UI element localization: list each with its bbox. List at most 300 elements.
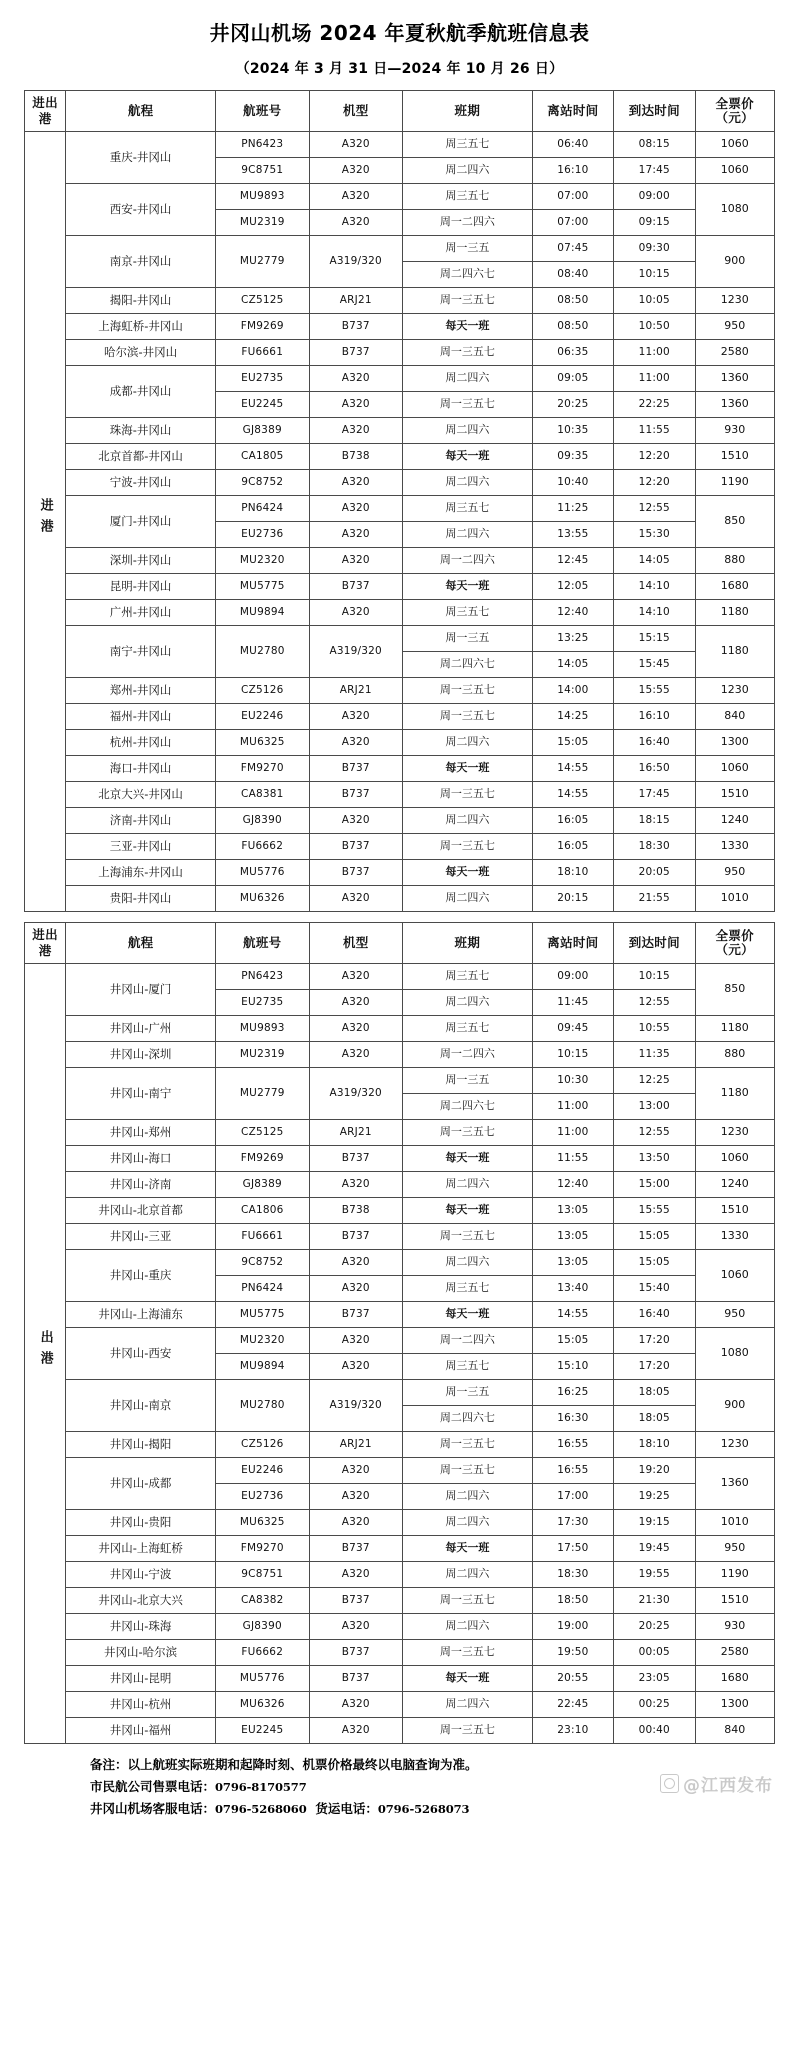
ticket-tel-value: 0796-8170577 (215, 1779, 307, 1794)
schedule-cell: 每天一班 (402, 1666, 532, 1692)
departure-time-cell: 13:05 (532, 1250, 613, 1276)
aircraft-type-cell: A320 (309, 1042, 402, 1068)
flight-number-cell: CZ5125 (216, 1120, 309, 1146)
aircraft-type-cell: A320 (309, 1510, 402, 1536)
column-header-arrival-time: 到达时间 (614, 91, 695, 132)
flight-number-cell: MU6326 (216, 1692, 309, 1718)
schedule-cell: 周一二四六 (402, 1042, 532, 1068)
schedule-cell: 周二四六七 (402, 1406, 532, 1432)
departure-time-cell: 09:45 (532, 1016, 613, 1042)
flight-number-cell: MU2319 (216, 210, 309, 236)
price-cell: 1230 (695, 678, 774, 704)
table-row (25, 1640, 775, 1666)
departure-time-cell: 19:00 (532, 1614, 613, 1640)
price-cell: 1360 (695, 1458, 774, 1510)
departure-time-cell: 17:50 (532, 1536, 613, 1562)
table-row (25, 964, 775, 990)
schedule-cell: 周一三五七 (402, 1458, 532, 1484)
schedule-cell: 周二四六 (402, 1562, 532, 1588)
column-header-route: 航程 (66, 923, 216, 964)
table-row (25, 418, 775, 444)
flight-number-cell: FU6662 (216, 1640, 309, 1666)
price-cell: 1510 (695, 782, 774, 808)
aircraft-type-cell: A320 (309, 1172, 402, 1198)
flight-number-cell: GJ8389 (216, 418, 309, 444)
arrivals-table-body (25, 132, 775, 912)
table-row (25, 1458, 775, 1484)
ticket-tel-label: 市民航公司售票电话： (90, 1778, 216, 1794)
flight-number-cell: 9C8751 (216, 158, 309, 184)
price-cell: 1060 (695, 1146, 774, 1172)
route-cell: 井冈山-上海虹桥 (66, 1536, 216, 1562)
table-row (25, 184, 775, 210)
flight-number-cell: CA8382 (216, 1588, 309, 1614)
schedule-cell: 周一二四六 (402, 1328, 532, 1354)
route-cell: 北京大兴-井冈山 (66, 782, 216, 808)
schedule-cell: 每天一班 (402, 574, 532, 600)
arrival-time-cell: 10:15 (614, 964, 695, 990)
flight-number-cell: GJ8389 (216, 1172, 309, 1198)
schedule-cell: 周一三五七 (402, 1224, 532, 1250)
departure-time-cell: 12:45 (532, 548, 613, 574)
table-row (25, 288, 775, 314)
aircraft-type-cell: B737 (309, 860, 402, 886)
price-cell: 1180 (695, 600, 774, 626)
table-row (25, 1068, 775, 1094)
route-cell: 井冈山-三亚 (66, 1224, 216, 1250)
price-cell: 1080 (695, 184, 774, 236)
price-cell: 1180 (695, 626, 774, 678)
table-row (25, 1562, 775, 1588)
arrival-time-cell: 11:00 (614, 340, 695, 366)
schedule-cell: 周一二四六 (402, 210, 532, 236)
flight-number-cell: EU2245 (216, 392, 309, 418)
price-cell: 930 (695, 1614, 774, 1640)
arrival-time-cell: 12:20 (614, 470, 695, 496)
arrival-time-cell: 18:05 (614, 1380, 695, 1406)
schedule-cell: 周一三五 (402, 236, 532, 262)
table-row (25, 1042, 775, 1068)
flight-number-cell: PN6424 (216, 1276, 309, 1302)
arrival-time-cell: 16:40 (614, 730, 695, 756)
arrival-time-cell: 15:55 (614, 678, 695, 704)
arrival-time-cell: 17:45 (614, 782, 695, 808)
route-cell: 上海虹桥-井冈山 (66, 314, 216, 340)
table-row (25, 886, 775, 912)
aircraft-type-cell: A320 (309, 132, 402, 158)
aircraft-type-cell: A319/320 (309, 1380, 402, 1432)
route-cell: 井冈山-北京大兴 (66, 1588, 216, 1614)
schedule-cell: 周二四六 (402, 418, 532, 444)
table-row (25, 366, 775, 392)
departure-time-cell: 18:50 (532, 1588, 613, 1614)
flight-number-cell: MU5775 (216, 1302, 309, 1328)
cargo-tel-label: 货运电话： (315, 1800, 378, 1816)
flight-number-cell: FU6662 (216, 834, 309, 860)
schedule-cell: 周一三五 (402, 626, 532, 652)
route-cell: 海口-井冈山 (66, 756, 216, 782)
arrival-time-cell: 15:15 (614, 626, 695, 652)
flight-number-cell: FU6661 (216, 1224, 309, 1250)
departure-time-cell: 15:05 (532, 730, 613, 756)
schedule-cell: 周二四六 (402, 1172, 532, 1198)
column-header-flight-no: 航班号 (216, 91, 309, 132)
flight-number-cell: MU2779 (216, 1068, 309, 1120)
price-cell: 2580 (695, 340, 774, 366)
flight-number-cell: FM9270 (216, 1536, 309, 1562)
aircraft-type-cell: A320 (309, 496, 402, 522)
arrival-time-cell: 15:40 (614, 1276, 695, 1302)
departure-time-cell: 08:40 (532, 262, 613, 288)
table-row (25, 574, 775, 600)
flight-number-cell: MU5776 (216, 1666, 309, 1692)
flight-number-cell: CZ5126 (216, 1432, 309, 1458)
schedule-cell: 周三五七 (402, 1016, 532, 1042)
table-row (25, 1692, 775, 1718)
arrival-time-cell: 16:40 (614, 1302, 695, 1328)
price-cell: 950 (695, 1536, 774, 1562)
aircraft-type-cell: A320 (309, 704, 402, 730)
arrival-time-cell: 15:45 (614, 652, 695, 678)
schedule-cell: 周二四六 (402, 158, 532, 184)
arrival-time-cell: 21:30 (614, 1588, 695, 1614)
header-row (25, 923, 775, 964)
column-header-aircraft: 机型 (309, 91, 402, 132)
flight-number-cell: FM9269 (216, 314, 309, 340)
route-cell: 井冈山-贵阳 (66, 1510, 216, 1536)
arrival-time-cell: 09:00 (614, 184, 695, 210)
aircraft-type-cell: A320 (309, 392, 402, 418)
aircraft-type-cell: B737 (309, 1146, 402, 1172)
route-cell: 哈尔滨-井冈山 (66, 340, 216, 366)
schedule-cell: 周二四六 (402, 886, 532, 912)
arrival-time-cell: 14:05 (614, 548, 695, 574)
route-cell: 井冈山-上海浦东 (66, 1302, 216, 1328)
route-cell: 昆明-井冈山 (66, 574, 216, 600)
arrival-time-cell: 20:25 (614, 1614, 695, 1640)
flight-number-cell: EU2246 (216, 704, 309, 730)
column-header-price-label: 全票价 (715, 927, 754, 943)
aircraft-type-cell: A320 (309, 808, 402, 834)
route-cell: 井冈山-济南 (66, 1172, 216, 1198)
column-header-price (695, 923, 774, 964)
table-row (25, 1302, 775, 1328)
schedule-cell: 周一二四六 (402, 548, 532, 574)
flight-number-cell: PN6423 (216, 964, 309, 990)
aircraft-type-cell: A320 (309, 522, 402, 548)
aircraft-type-cell: A320 (309, 1016, 402, 1042)
route-cell: 揭阳-井冈山 (66, 288, 216, 314)
route-cell: 珠海-井冈山 (66, 418, 216, 444)
flight-number-cell: FM9270 (216, 756, 309, 782)
price-cell: 1300 (695, 1692, 774, 1718)
aircraft-type-cell: A320 (309, 1484, 402, 1510)
departure-time-cell: 16:25 (532, 1380, 613, 1406)
aircraft-type-cell: A320 (309, 964, 402, 990)
departure-time-cell: 08:50 (532, 314, 613, 340)
flight-number-cell: CA8381 (216, 782, 309, 808)
arrival-time-cell: 00:25 (614, 1692, 695, 1718)
price-cell: 1240 (695, 1172, 774, 1198)
price-cell: 840 (695, 704, 774, 730)
arrival-time-cell: 19:45 (614, 1536, 695, 1562)
arrival-time-cell: 14:10 (614, 574, 695, 600)
schedule-cell: 周二四六七 (402, 652, 532, 678)
table-row (25, 626, 775, 652)
aircraft-type-cell: B737 (309, 1666, 402, 1692)
price-cell: 1080 (695, 1328, 774, 1380)
table-row (25, 1432, 775, 1458)
price-cell: 1180 (695, 1016, 774, 1042)
departure-time-cell: 17:30 (532, 1510, 613, 1536)
aircraft-type-cell: A320 (309, 470, 402, 496)
arrival-time-cell: 12:25 (614, 1068, 695, 1094)
aircraft-type-cell: B738 (309, 1198, 402, 1224)
flight-number-cell: MU9894 (216, 1354, 309, 1380)
table-row (25, 678, 775, 704)
schedule-cell: 周一三五 (402, 1068, 532, 1094)
table-row (25, 704, 775, 730)
column-header-schedule: 班期 (402, 923, 532, 964)
price-cell: 2580 (695, 1640, 774, 1666)
departure-time-cell: 07:00 (532, 210, 613, 236)
price-cell: 1230 (695, 1120, 774, 1146)
column-header-price-unit: （元） (715, 942, 754, 957)
flight-number-cell: MU9894 (216, 600, 309, 626)
departure-time-cell: 14:05 (532, 652, 613, 678)
schedule-cell: 每天一班 (402, 1536, 532, 1562)
schedule-cell: 周一三五七 (402, 1588, 532, 1614)
departure-time-cell: 11:25 (532, 496, 613, 522)
route-cell: 北京首都-井冈山 (66, 444, 216, 470)
arrival-time-cell: 21:55 (614, 886, 695, 912)
departure-time-cell: 07:00 (532, 184, 613, 210)
footer-note-service-tel (90, 1798, 775, 1820)
column-header-route: 航程 (66, 91, 216, 132)
table-row (25, 1146, 775, 1172)
departure-time-cell: 07:45 (532, 236, 613, 262)
route-cell: 成都-井冈山 (66, 366, 216, 418)
column-header-departure-time: 离站时间 (532, 923, 613, 964)
column-header-direction-line1: 进出 (32, 927, 58, 943)
departure-time-cell: 20:15 (532, 886, 613, 912)
aircraft-type-cell: B737 (309, 1302, 402, 1328)
departure-time-cell: 10:15 (532, 1042, 613, 1068)
schedule-cell: 周一三五七 (402, 1640, 532, 1666)
cargo-tel-value: 0796-5268073 (377, 1801, 470, 1816)
schedule-cell: 周一三五七 (402, 392, 532, 418)
arrival-time-cell: 15:05 (614, 1224, 695, 1250)
price-cell: 1190 (695, 1562, 774, 1588)
aircraft-type-cell: A320 (309, 210, 402, 236)
departure-time-cell: 13:05 (532, 1224, 613, 1250)
aircraft-type-cell: B737 (309, 1640, 402, 1666)
aircraft-type-cell: A320 (309, 886, 402, 912)
schedule-cell: 周二四六 (402, 808, 532, 834)
column-header-schedule: 班期 (402, 91, 532, 132)
departure-time-cell: 14:00 (532, 678, 613, 704)
price-cell: 850 (695, 964, 774, 1016)
departure-time-cell: 15:10 (532, 1354, 613, 1380)
route-cell: 井冈山-杭州 (66, 1692, 216, 1718)
departure-time-cell: 09:00 (532, 964, 613, 990)
schedule-cell: 周二四六 (402, 1484, 532, 1510)
route-cell: 井冈山-西安 (66, 1328, 216, 1380)
price-cell: 850 (695, 496, 774, 548)
flight-number-cell: MU9893 (216, 1016, 309, 1042)
departure-time-cell: 10:35 (532, 418, 613, 444)
aircraft-type-cell: A320 (309, 366, 402, 392)
watermark-badge-icon (660, 1774, 679, 1793)
departure-time-cell: 13:55 (532, 522, 613, 548)
departure-time-cell: 17:00 (532, 1484, 613, 1510)
departure-time-cell: 09:05 (532, 366, 613, 392)
arrival-time-cell: 09:15 (614, 210, 695, 236)
table-row (25, 1120, 775, 1146)
schedule-cell: 周一三五七 (402, 288, 532, 314)
table-row (25, 132, 775, 158)
flight-number-cell: EU2736 (216, 522, 309, 548)
arrival-time-cell: 19:55 (614, 1562, 695, 1588)
arrival-time-cell: 18:10 (614, 1432, 695, 1458)
schedule-cell: 每天一班 (402, 1198, 532, 1224)
route-cell: 井冈山-南宁 (66, 1068, 216, 1120)
schedule-cell: 每天一班 (402, 1146, 532, 1172)
column-header-price (695, 91, 774, 132)
aircraft-type-cell: ARJ21 (309, 678, 402, 704)
route-cell: 井冈山-海口 (66, 1146, 216, 1172)
flight-number-cell: CZ5126 (216, 678, 309, 704)
price-cell: 950 (695, 860, 774, 886)
column-header-departure-time: 离站时间 (532, 91, 613, 132)
price-cell: 900 (695, 236, 774, 288)
departure-time-cell: 10:30 (532, 1068, 613, 1094)
arrival-time-cell: 15:55 (614, 1198, 695, 1224)
arrival-time-cell: 19:25 (614, 1484, 695, 1510)
arrival-time-cell: 09:30 (614, 236, 695, 262)
flight-number-cell: EU2245 (216, 1718, 309, 1744)
aircraft-type-cell: A320 (309, 1718, 402, 1744)
route-cell: 郑州-井冈山 (66, 678, 216, 704)
departure-time-cell: 14:55 (532, 1302, 613, 1328)
arrival-time-cell: 15:30 (614, 522, 695, 548)
schedule-cell: 周一三五七 (402, 1432, 532, 1458)
aircraft-type-cell: A319/320 (309, 626, 402, 678)
price-cell: 1060 (695, 158, 774, 184)
route-cell: 井冈山-珠海 (66, 1614, 216, 1640)
route-cell: 杭州-井冈山 (66, 730, 216, 756)
aircraft-type-cell: A320 (309, 158, 402, 184)
arrival-time-cell: 08:15 (614, 132, 695, 158)
arrival-time-cell: 14:10 (614, 600, 695, 626)
table-row (25, 236, 775, 262)
route-cell: 井冈山-揭阳 (66, 1432, 216, 1458)
schedule-cell: 每天一班 (402, 860, 532, 886)
route-cell: 厦门-井冈山 (66, 496, 216, 548)
flight-number-cell: CA1806 (216, 1198, 309, 1224)
arrival-time-cell: 00:05 (614, 1640, 695, 1666)
arrival-time-cell: 15:05 (614, 1250, 695, 1276)
schedule-cell: 周一三五七 (402, 340, 532, 366)
column-header-direction (25, 923, 66, 964)
arrival-time-cell: 13:00 (614, 1094, 695, 1120)
price-cell: 930 (695, 418, 774, 444)
price-cell: 1010 (695, 1510, 774, 1536)
flight-number-cell: MU2319 (216, 1042, 309, 1068)
departure-time-cell: 18:10 (532, 860, 613, 886)
flight-number-cell: EU2246 (216, 1458, 309, 1484)
table-row (25, 314, 775, 340)
table-row (25, 600, 775, 626)
arrival-time-cell: 11:00 (614, 366, 695, 392)
price-cell: 1190 (695, 470, 774, 496)
departure-time-cell: 11:55 (532, 1146, 613, 1172)
header-row (25, 91, 775, 132)
arrival-time-cell: 10:05 (614, 288, 695, 314)
departure-time-cell: 10:40 (532, 470, 613, 496)
aircraft-type-cell: ARJ21 (309, 1432, 402, 1458)
aircraft-type-cell: A320 (309, 184, 402, 210)
arrival-time-cell: 17:20 (614, 1354, 695, 1380)
flight-number-cell: FM9269 (216, 1146, 309, 1172)
table-row (25, 496, 775, 522)
column-header-flight-no: 航班号 (216, 923, 309, 964)
route-cell: 重庆-井冈山 (66, 132, 216, 184)
schedule-cell: 周三五七 (402, 184, 532, 210)
route-cell: 井冈山-宁波 (66, 1562, 216, 1588)
column-header-price-label: 全票价 (715, 95, 754, 111)
schedule-cell: 每天一班 (402, 314, 532, 340)
price-cell: 1360 (695, 366, 774, 392)
aircraft-type-cell: A320 (309, 1458, 402, 1484)
flight-number-cell: 9C8751 (216, 1562, 309, 1588)
departure-time-cell: 20:55 (532, 1666, 613, 1692)
departure-time-cell: 12:40 (532, 1172, 613, 1198)
table-row (25, 834, 775, 860)
aircraft-type-cell: B737 (309, 314, 402, 340)
schedule-cell: 周三五七 (402, 1276, 532, 1302)
price-cell: 1510 (695, 444, 774, 470)
arrival-time-cell: 12:55 (614, 496, 695, 522)
flight-number-cell: PN6423 (216, 132, 309, 158)
departure-time-cell: 23:10 (532, 1718, 613, 1744)
schedule-cell: 周三五七 (402, 132, 532, 158)
departure-time-cell: 13:40 (532, 1276, 613, 1302)
table-row (25, 340, 775, 366)
route-cell: 西安-井冈山 (66, 184, 216, 236)
departure-time-cell: 16:05 (532, 808, 613, 834)
aircraft-type-cell: B737 (309, 1224, 402, 1250)
flight-number-cell: 9C8752 (216, 470, 309, 496)
column-header-arrival-time: 到达时间 (614, 923, 695, 964)
flight-number-cell: GJ8390 (216, 808, 309, 834)
schedule-cell: 周三五七 (402, 964, 532, 990)
aircraft-type-cell: A320 (309, 1276, 402, 1302)
price-cell: 1180 (695, 1068, 774, 1120)
arrival-time-cell: 16:50 (614, 756, 695, 782)
arrivals-table (24, 90, 775, 912)
aircraft-type-cell: A319/320 (309, 1068, 402, 1120)
route-cell: 井冈山-北京首都 (66, 1198, 216, 1224)
schedule-cell: 周二四六 (402, 990, 532, 1016)
departures-table-header (25, 923, 775, 964)
route-cell: 井冈山-哈尔滨 (66, 1640, 216, 1666)
service-tel-label: 井冈山机场客服电话： (90, 1800, 216, 1816)
flight-number-cell: MU6325 (216, 1510, 309, 1536)
aircraft-type-cell: B737 (309, 1588, 402, 1614)
direction-label: 进港 (37, 498, 53, 541)
route-cell: 井冈山-南京 (66, 1380, 216, 1432)
